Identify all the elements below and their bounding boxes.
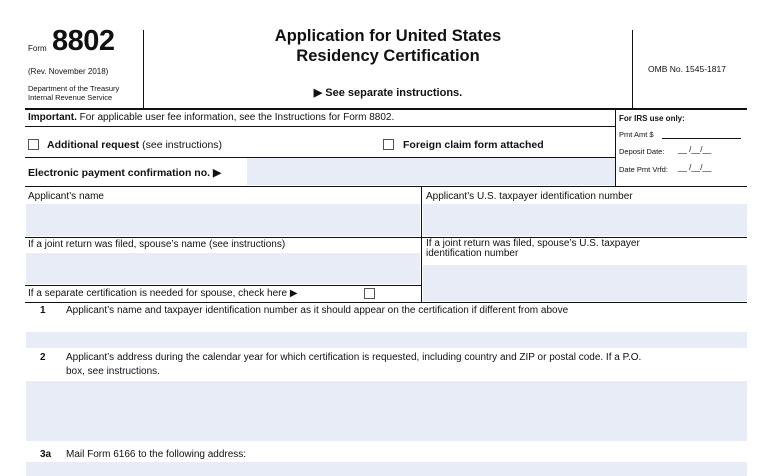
header-divider-right [632,30,633,108]
applicant-tin-input[interactable] [423,204,747,236]
line-1-input[interactable] [26,332,747,348]
irs-box-divider [615,110,616,186]
department-line-1: Department of the Treasury [28,84,120,93]
deposit-date-mask: __ /__/__ [678,145,712,154]
spouse-tin-label-2: identification number [426,248,519,259]
foreign-claim-checkbox[interactable] [383,139,394,150]
column-divider [421,187,422,302]
line-2-text-2: box, see instructions. [66,366,160,377]
rule-under-header [25,108,747,110]
applicant-tin-label: Applicant’s U.S. taxpayer identification number [426,191,633,202]
omb-number: OMB No. 1545-1817 [648,64,726,74]
form-title-line-1: Application for United States [274,27,502,45]
rule-under-spouse-name [25,285,421,286]
form-number: 8802 [52,25,115,57]
form-prefix: Form [28,44,47,53]
separate-cert-label: If a separate certification is needed for spouse, check here ▶ [28,288,298,299]
additional-request-rest: (see instructions) [142,139,223,151]
date-pmt-vrfd-label: Date Pmt Vrfd: [619,165,668,174]
header-divider-left [143,30,144,108]
line-1-text: Applicant’s name and taxpayer identification number as it should appear on the certification if different from above [66,305,569,316]
applicant-name-input[interactable] [26,204,420,236]
revision-date: (Rev. November 2018) [28,67,109,76]
applicant-name-label: Applicant’s name [28,191,104,202]
department-line-2: Internal Revenue Service [28,93,113,102]
spouse-tin-label-1: If a joint return was filed, spouse’s U.S. taxpayer [426,238,640,249]
epcn-label: Electronic payment confirmation no. ▶ [28,167,222,179]
pmt-amt-label: Pmt Amt $ [619,130,654,139]
line-3a-number: 3a [40,449,52,460]
additional-request-bold: Additional request [47,139,140,151]
separate-cert-checkbox[interactable] [364,288,375,299]
deposit-date-label: Deposit Date: [619,147,665,156]
line-3a-text: Mail Form 6166 to the following address: [66,449,247,460]
spouse-tin-input[interactable] [423,265,747,301]
important-note [28,112,394,123]
epcn-input[interactable] [247,158,615,185]
line-2-input[interactable] [26,381,747,441]
rule-under-spouse [25,302,747,303]
irs-use-title: For IRS use only: [619,114,685,123]
line-2-number: 2 [40,352,46,363]
important-text: For applicable user fee information, see the Instructions for Form 8802. [79,112,395,123]
form-title-line-2: Residency Certification [296,47,480,65]
spouse-name-input[interactable] [26,253,420,284]
line-3a-input[interactable] [26,462,747,476]
foreign-claim-label: Foreign claim form attached [403,139,544,151]
line-2-text-1: Applicant’s address during the calendar year for which certification is requested, including country and ZIP or postal code. If a P.O. [66,352,642,363]
spouse-name-label: If a joint return was filed, spouse’s name (see instructions) [28,239,286,250]
additional-request-label [47,139,222,151]
additional-request-checkbox[interactable] [28,139,39,150]
date-pmt-vrfd-mask: __ /__/__ [678,163,712,172]
rule-under-epcn [25,186,747,187]
pmt-amt-line [662,138,741,139]
important-label: Important. [28,112,77,123]
see-instructions: ▶ See separate instructions. [313,87,463,99]
rule-under-important [25,126,615,127]
line-1-number: 1 [40,305,46,316]
